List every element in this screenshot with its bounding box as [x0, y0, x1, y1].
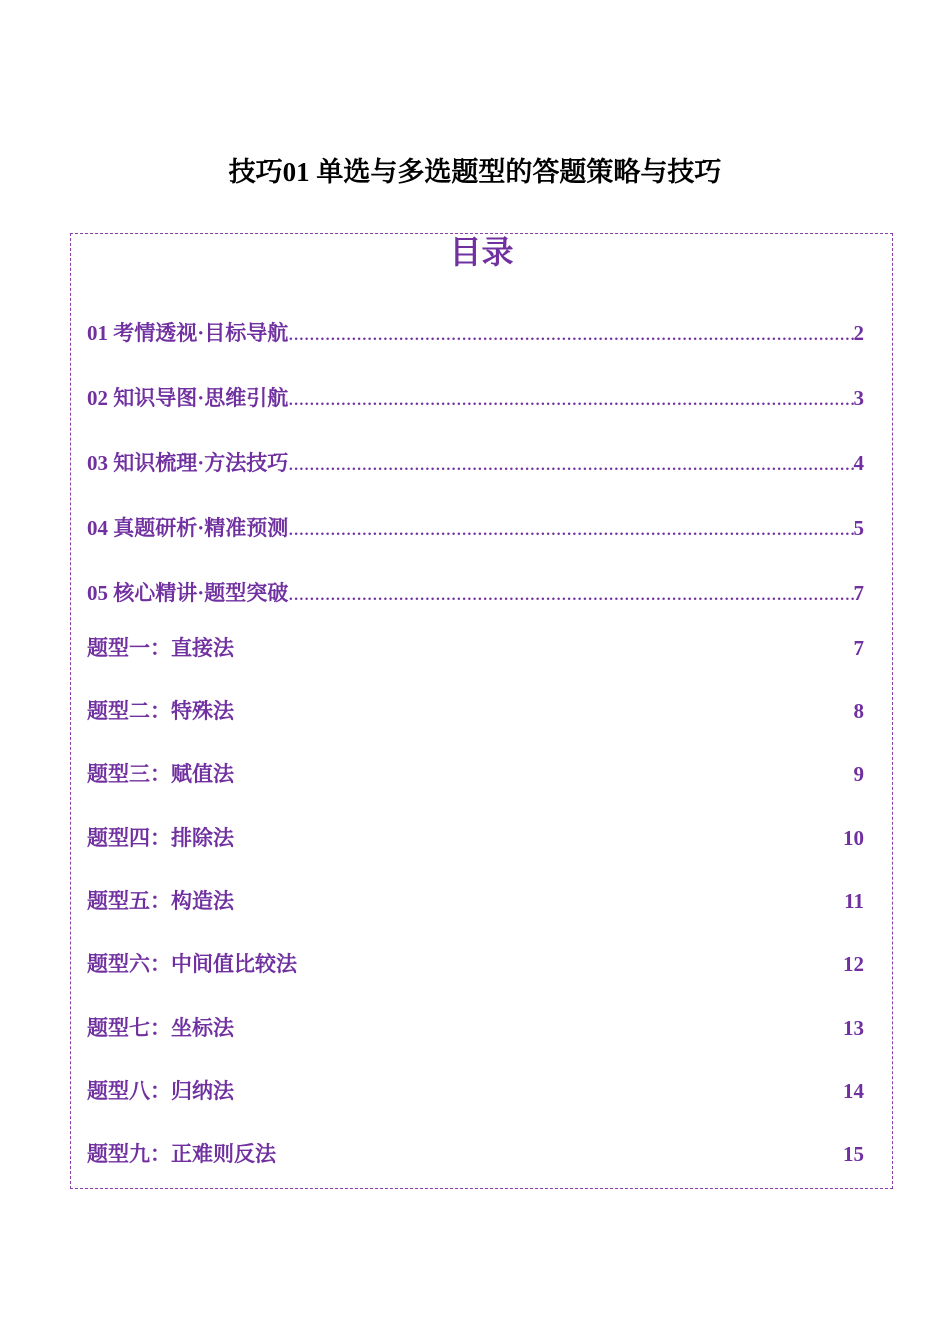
toc-entry-type-1[interactable]	[87, 633, 864, 663]
toc-entry-type-3[interactable]	[87, 759, 864, 789]
toc-entry-page: 15	[843, 1142, 864, 1166]
toc-entry-section-02[interactable]	[87, 383, 864, 413]
toc-entry-section-04[interactable]	[87, 513, 864, 543]
toc-entry-page: 7	[853, 581, 864, 605]
toc-entry-label: 题型二：特殊法	[87, 699, 234, 723]
toc-entry-page: 13	[843, 1016, 864, 1040]
toc-entry-page: 3	[853, 386, 864, 410]
toc-entry-page: 11	[844, 889, 864, 913]
toc-entry-type-7[interactable]	[87, 1013, 864, 1043]
toc-entry-page: 2	[853, 321, 864, 345]
toc-entry-page: 8	[853, 699, 864, 723]
dot-leader	[288, 383, 853, 413]
toc-entry-type-9[interactable]	[87, 1139, 864, 1169]
dot-leader	[288, 318, 853, 348]
toc-entry-label: 05 核心精讲·题型突破	[87, 581, 289, 605]
table-of-contents	[70, 233, 893, 1189]
toc-entry-page: 7	[853, 636, 864, 660]
toc-entry-section-03[interactable]	[87, 448, 864, 478]
toc-entry-label: 01 考情透视·目标导航	[87, 321, 289, 345]
toc-entry-page: 14	[843, 1079, 864, 1103]
toc-entry-label: 03 知识梳理·方法技巧	[87, 451, 289, 475]
toc-entry-label: 04 真题研析·精准预测	[87, 516, 289, 540]
toc-entry-label: 题型七：坐标法	[87, 1016, 234, 1040]
dot-leader	[288, 578, 853, 608]
toc-entry-label: 题型一：直接法	[87, 636, 234, 660]
toc-entry-type-5[interactable]	[87, 886, 864, 916]
toc-entry-page: 5	[853, 516, 864, 540]
toc-entry-type-4[interactable]	[87, 823, 864, 853]
toc-entry-label: 题型五：构造法	[87, 889, 234, 913]
toc-entry-label: 题型四：排除法	[87, 826, 234, 850]
toc-entry-page: 9	[853, 762, 864, 786]
document-title: 技巧01 单选与多选题型的答题策略与技巧	[228, 157, 722, 187]
toc-entry-page: 12	[843, 952, 864, 976]
toc-entry-section-01[interactable]	[87, 318, 864, 348]
dot-leader	[288, 448, 853, 478]
toc-entry-page: 10	[843, 826, 864, 850]
toc-entry-label: 题型三：赋值法	[87, 762, 234, 786]
toc-entry-type-2[interactable]	[87, 696, 864, 726]
toc-entry-label: 题型九：正难则反法	[87, 1142, 276, 1166]
toc-entry-label: 02 知识导图·思维引航	[87, 386, 289, 410]
toc-entry-label: 题型六：中间值比较法	[87, 952, 297, 976]
toc-entry-section-05[interactable]	[87, 578, 864, 608]
toc-entry-type-6[interactable]	[87, 949, 864, 979]
toc-heading: 目录	[449, 233, 514, 271]
toc-entry-page: 4	[853, 451, 864, 475]
toc-entry-type-8[interactable]	[87, 1076, 864, 1106]
toc-entry-label: 题型八：归纳法	[87, 1079, 234, 1103]
dot-leader	[288, 513, 853, 543]
